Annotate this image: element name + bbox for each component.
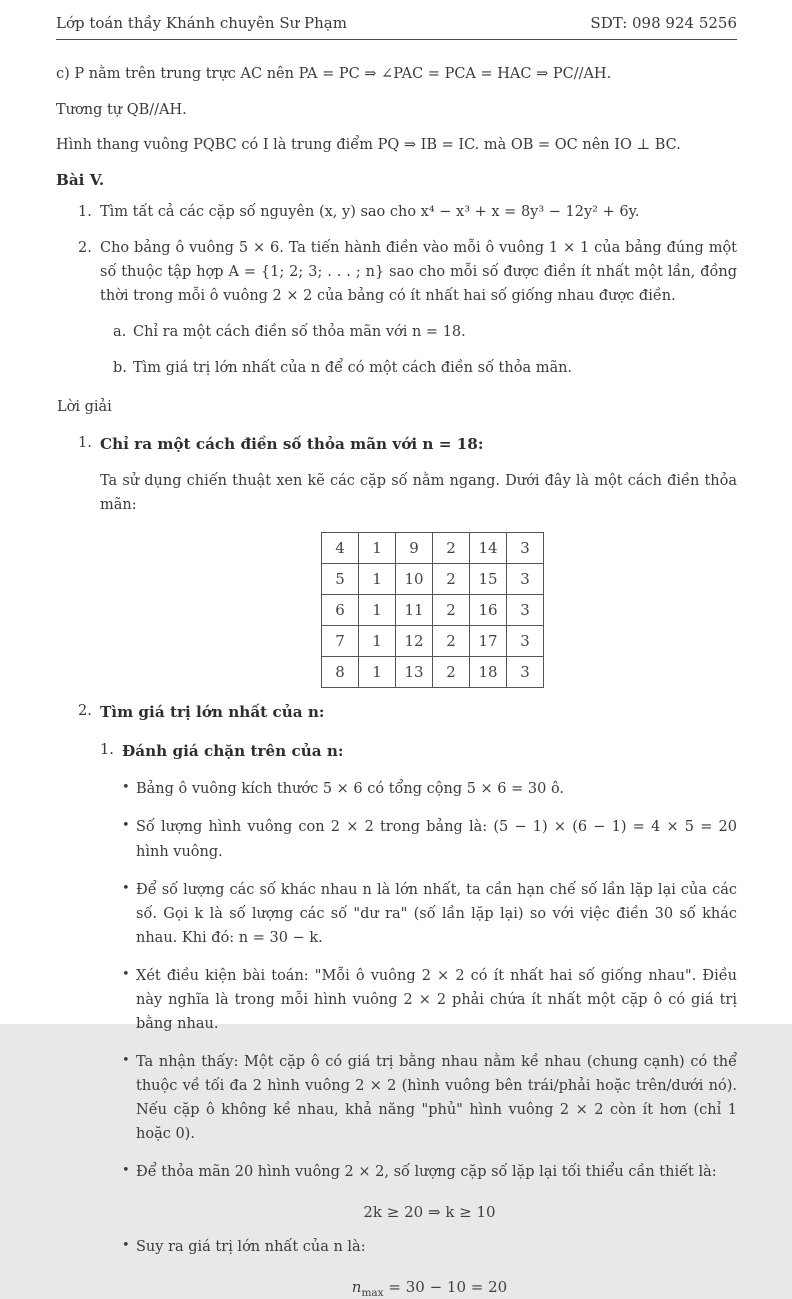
equation-subscript: max	[361, 1287, 384, 1299]
bullet-icon: •	[122, 1238, 130, 1254]
bullet-text: Ta nhận thấy: Một cặp ô có giá trị bằng nhau nằm kề nhau (chung cạnh) có thể thuộc về tối đa 2 hình vuông 2 × 2 (hình vuông bên trái/phải hoặc trên/dưới nó). Nếu cặp ô không kề nhau, khả năng "phủ" hình vuông 2 × 2 còn ít hơn (chỉ 1 hoặc 0).	[136, 1053, 737, 1143]
table-cell: 2	[433, 626, 470, 657]
subitem-letter: a.	[113, 323, 127, 340]
bullet-item	[122, 1160, 737, 1184]
table-cell: 1	[359, 595, 396, 626]
solution-part-1-title: Chỉ ra một cách điền số thỏa mãn với n = 18:	[100, 435, 484, 454]
bullet-icon: •	[122, 1163, 130, 1179]
equation-k-bound	[122, 1203, 737, 1221]
table-cell: 1	[359, 657, 396, 688]
table-cell: 10	[396, 564, 433, 595]
equation-variable: n	[351, 1278, 362, 1297]
upper-bound-title: Đánh giá chặn trên của n:	[122, 742, 344, 761]
table-cell: 7	[322, 626, 359, 657]
bullet-item	[122, 964, 737, 1036]
table-row	[322, 533, 544, 564]
table-cell: 14	[470, 533, 507, 564]
item-number: 2.	[78, 239, 92, 256]
bullet-item	[122, 777, 737, 801]
item-text: Tìm tất cả các cặp số nguyên (x, y) sao cho x⁴ − x³ + x = 8y³ − 12y² + 6y.	[100, 203, 640, 220]
equation-n-max	[122, 1278, 737, 1299]
table-cell: 2	[433, 564, 470, 595]
item-number: 1.	[78, 435, 92, 452]
table-cell: 2	[433, 595, 470, 626]
table-cell: 3	[507, 533, 544, 564]
bullet-item	[122, 1050, 737, 1146]
subitem-letter: b.	[113, 359, 127, 376]
item-number: 1.	[100, 742, 114, 759]
table-row	[322, 595, 544, 626]
table-cell: 3	[507, 657, 544, 688]
bullet-icon: •	[122, 1052, 130, 1068]
table-cell: 2	[433, 533, 470, 564]
problem-item-1	[78, 201, 737, 225]
table-cell: 5	[322, 564, 359, 595]
solution-part-2-title: Tìm giá trị lớn nhất của n:	[100, 703, 325, 722]
subitem-text: Chỉ ra một cách điền số thỏa mãn với n = 18.	[133, 323, 466, 340]
table-row	[322, 564, 544, 595]
bullet-icon: •	[122, 880, 130, 896]
grid-table-wrapper	[100, 532, 737, 688]
table-cell: 12	[396, 626, 433, 657]
problem-title: Bài V.	[56, 170, 105, 189]
number-grid-table	[321, 532, 544, 688]
bullet-text: Bảng ô vuông kích thước 5 × 6 có tổng cộng 5 × 6 = 30 ô.	[136, 781, 565, 798]
table-cell: 1	[359, 564, 396, 595]
paragraph-c: c) P nằm trên trung trực AC nên PA = PC ⇒ ∠PAC = PCA = HAC ⇒ PC//AH.	[56, 66, 612, 82]
page-header	[56, 0, 737, 40]
problem-item-2	[78, 237, 737, 309]
paragraph-hinh-thang: Hình thang vuông PQBC có I là trung điểm PQ ⇒ IB = IC. mà OB = OC nên IO ⊥ BC.	[56, 137, 681, 154]
table-row	[322, 626, 544, 657]
bullet-text: Để số lượng các số khác nhau n là lớn nhất, ta cần hạn chế số lần lặp lại của các số. Gọi k là số lượng các số "dư ra" (số lần lặp lại) so với việc điền 30 số khác nhau. Khi đó: n = 30 − k.	[136, 881, 737, 946]
table-cell: 9	[396, 533, 433, 564]
paragraph-tuong-tu: Tương tự QB//AH.	[56, 101, 187, 118]
bullet-icon: •	[122, 966, 130, 982]
subitem-text: Tìm giá trị lớn nhất của n để có một cách điền số thỏa mãn.	[133, 359, 573, 376]
solution-part-1-heading	[78, 432, 737, 457]
equation-text: 2k ≥ 20 ⇒ k ≥ 10	[363, 1203, 496, 1222]
bullet-text: Xét điều kiện bài toán: "Mỗi ô vuông 2 × 2 có ít nhất hai số giống nhau". Điều này nghĩa là trong mỗi hình vuông 2 × 2 phải chứa ít nhất một cặp ô có giá trị bằng nhau.	[136, 967, 737, 1032]
table-cell: 16	[470, 595, 507, 626]
header-class-name: Lớp toán thầy Khánh chuyên Sư Phạm	[56, 14, 347, 32]
equation-rest: = 30 − 10 = 20	[383, 1278, 508, 1297]
table-cell: 2	[433, 657, 470, 688]
bullet-list	[122, 777, 737, 1299]
solution-heading: Lời giải	[57, 399, 112, 416]
table-cell: 11	[396, 595, 433, 626]
table-cell: 6	[322, 595, 359, 626]
header-phone: SDT: 098 924 5256	[590, 14, 737, 32]
item-number: 1.	[78, 203, 92, 220]
bullet-item	[122, 1235, 737, 1259]
bullet-item	[122, 815, 737, 863]
table-cell: 17	[470, 626, 507, 657]
problem-subitem-b	[113, 357, 737, 381]
table-cell: 1	[359, 533, 396, 564]
table-cell: 3	[507, 595, 544, 626]
table-cell: 4	[322, 533, 359, 564]
table-cell: 3	[507, 564, 544, 595]
item-text: Cho bảng ô vuông 5 × 6. Ta tiến hành điền vào mỗi ô vuông 1 × 1 của bảng đúng một số thuộc tập hợp A = {1; 2; 3; . . . ; n} sao cho mỗi số được điền ít nhất một lần, đồng thời trong mỗi ô vuông 2 × 2 của bảng có ít nhất hai số giống nhau được điền.	[100, 239, 737, 304]
bullet-icon: •	[122, 780, 130, 796]
table-cell: 3	[507, 626, 544, 657]
table-cell: 15	[470, 564, 507, 595]
bullet-text: Suy ra giá trị lớn nhất của n là:	[136, 1239, 366, 1256]
problem-subitem-a	[113, 321, 737, 345]
upper-bound-heading	[100, 739, 737, 763]
table-cell: 18	[470, 657, 507, 688]
solution-part-2-heading	[78, 700, 737, 725]
table-cell: 1	[359, 626, 396, 657]
bullet-text: Số lượng hình vuông con 2 × 2 trong bảng là: (5 − 1) × (6 − 1) = 4 × 5 = 20 hình vuông.	[136, 819, 737, 860]
bullet-text: Để thỏa mãn 20 hình vuông 2 × 2, số lượng cặp số lặp lại tối thiểu cần thiết là:	[136, 1164, 717, 1181]
bullet-icon: •	[122, 818, 130, 834]
bullet-item	[122, 878, 737, 950]
table-cell: 8	[322, 657, 359, 688]
solution-part-1-intro: Ta sử dụng chiến thuật xen kẽ các cặp số nằm ngang. Dưới đây là một cách điền thỏa mãn:	[100, 473, 737, 514]
item-number: 2.	[78, 703, 92, 720]
table-row	[322, 657, 544, 688]
table-cell: 13	[396, 657, 433, 688]
